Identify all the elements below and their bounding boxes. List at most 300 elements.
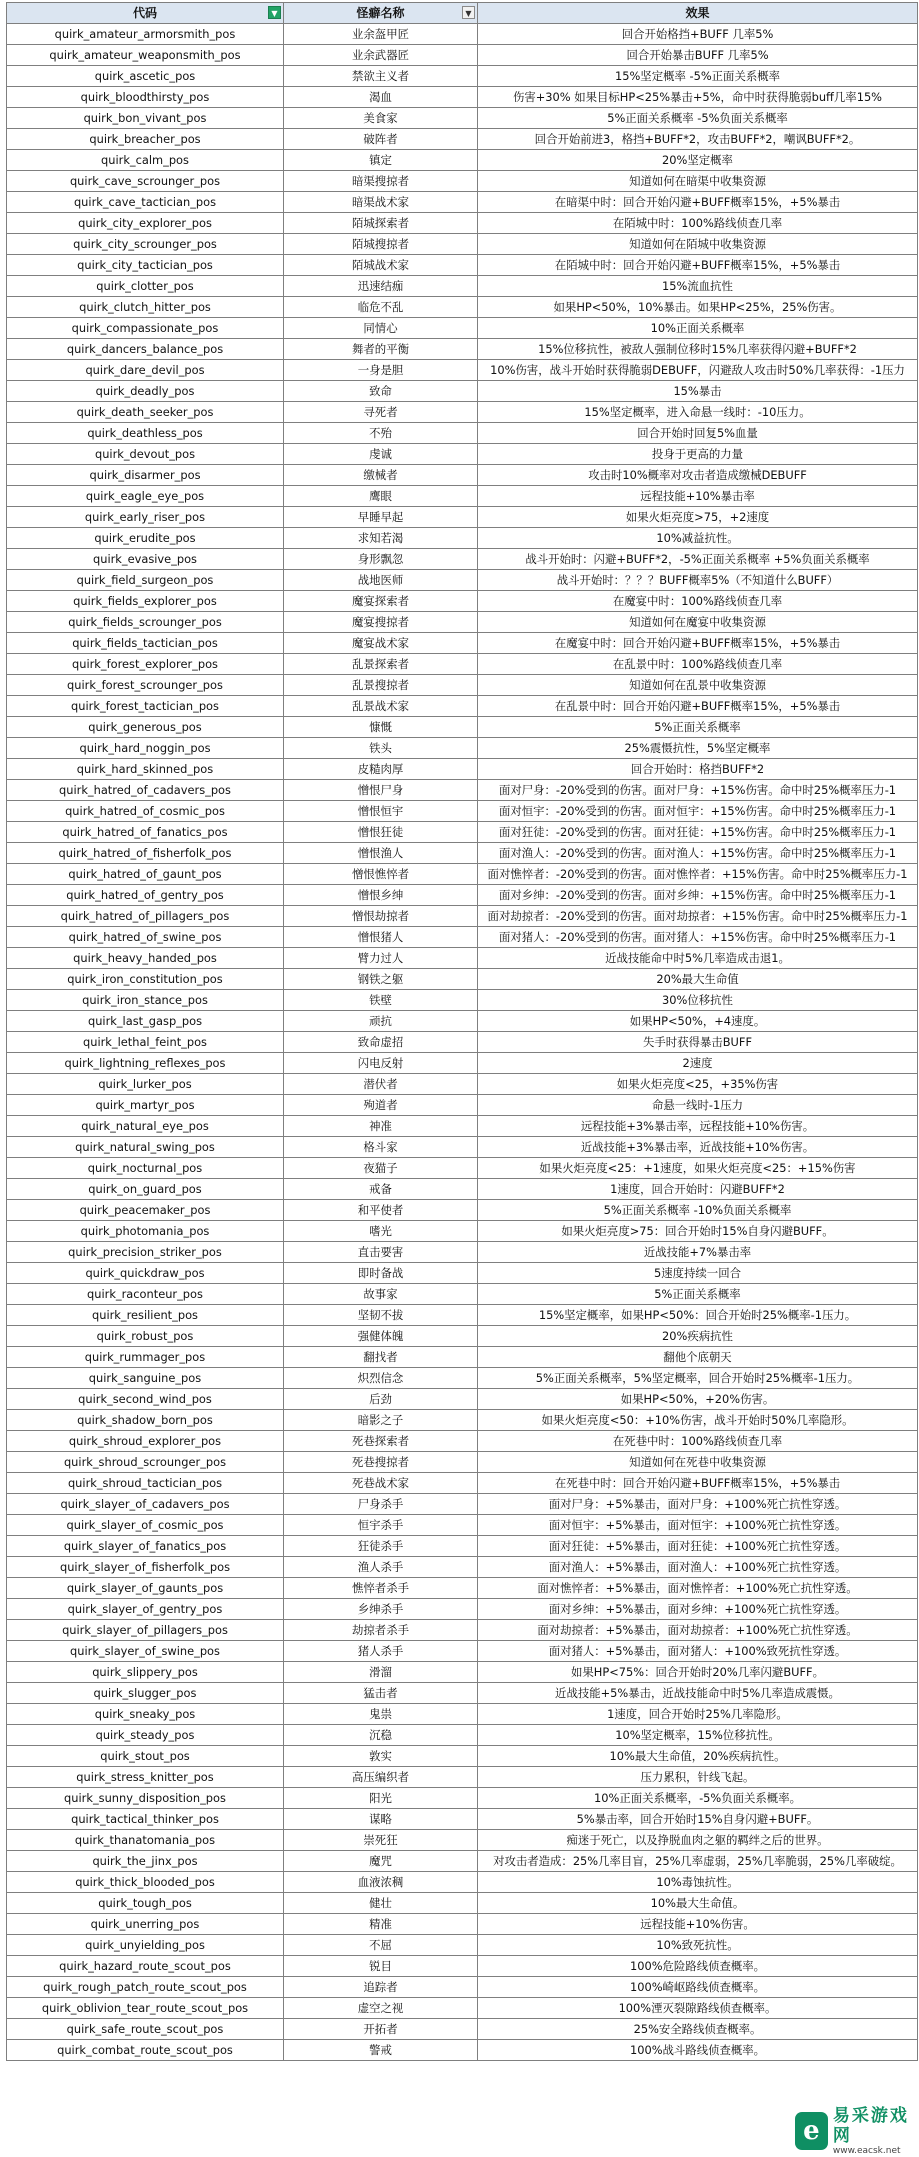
- quirk-code-cell: quirk_on_guard_pos: [7, 1179, 284, 1200]
- quirk-code-cell: quirk_hard_noggin_pos: [7, 738, 284, 759]
- quirk-effect-cell: 在魔宴中时：100%路线侦查几率: [478, 591, 918, 612]
- quirk-name-cell: 憎恨憔悴者: [284, 864, 478, 885]
- quirk-code-cell: quirk_dare_devil_pos: [7, 360, 284, 381]
- quirk-name-cell: 憎恨狂徒: [284, 822, 478, 843]
- quirk-effect-cell: 5%暴击率，回合开始时15%自身闪避+BUFF。: [478, 1809, 918, 1830]
- quirk-name-cell: 陌城战术家: [284, 255, 478, 276]
- quirk-name-cell: 憎恨乡绅: [284, 885, 478, 906]
- table-row: [7, 1158, 918, 1179]
- quirk-effect-cell: 在魔宴中时：回合开始闪避+BUFF概率15%，+5%暴击: [478, 633, 918, 654]
- quirk-effect-cell: 投身于更高的力量: [478, 444, 918, 465]
- table-row: [7, 1242, 918, 1263]
- quirk-code-cell: quirk_resilient_pos: [7, 1305, 284, 1326]
- quirk-effect-cell: 如果火炬亮度<25，+35%伤害: [478, 1074, 918, 1095]
- quirk-code-cell: quirk_ascetic_pos: [7, 66, 284, 87]
- quirk-code-cell: quirk_hatred_of_gentry_pos: [7, 885, 284, 906]
- quirk-effect-cell: 2速度: [478, 1053, 918, 1074]
- quirk-effect-cell: 知道如何在乱景中收集资源: [478, 675, 918, 696]
- quirk-name-cell: 夜猫子: [284, 1158, 478, 1179]
- quirk-code-cell: quirk_cave_tactician_pos: [7, 192, 284, 213]
- quirk-code-cell: quirk_martyr_pos: [7, 1095, 284, 1116]
- quirk-code-cell: quirk_natural_eye_pos: [7, 1116, 284, 1137]
- quirk-name-cell: 暗渠战术家: [284, 192, 478, 213]
- table-row: [7, 1515, 918, 1536]
- quirk-effect-cell: 如果HP<50%，+20%伤害。: [478, 1389, 918, 1410]
- quirk-name-cell: 魔宴探索者: [284, 591, 478, 612]
- quirk-name-cell: 一身是胆: [284, 360, 478, 381]
- quirk-effect-cell: 10%减益抗性。: [478, 528, 918, 549]
- quirk-name-cell: 憎恨恒宇: [284, 801, 478, 822]
- quirk-name-cell: 寻死者: [284, 402, 478, 423]
- quirk-effect-cell: 在乱景中时：回合开始闪避+BUFF概率15%，+5%暴击: [478, 696, 918, 717]
- quirk-name-cell: 致命: [284, 381, 478, 402]
- quirk-effect-cell: 面对猪人：-20%受到的伤害。面对猪人：+15%伤害。命中时25%概率压力-1: [478, 927, 918, 948]
- quirk-name-cell: 血液浓稠: [284, 1872, 478, 1893]
- table-row: [7, 1788, 918, 1809]
- table-row: [7, 360, 918, 381]
- quirk-name-cell: 翻找者: [284, 1347, 478, 1368]
- quirk-effect-cell: 20%疾病抗性: [478, 1326, 918, 1347]
- quirk-effect-cell: 100%崎岖路线侦查概率。: [478, 1977, 918, 1998]
- quirk-name-cell: 憎恨渔人: [284, 843, 478, 864]
- quirk-effect-cell: 在死巷中时：回合开始闪避+BUFF概率15%，+5%暴击: [478, 1473, 918, 1494]
- quirk-code-cell: quirk_city_scrounger_pos: [7, 234, 284, 255]
- quirk-code-cell: quirk_calm_pos: [7, 150, 284, 171]
- quirk-name-cell: 憎恨猪人: [284, 927, 478, 948]
- quirk-name-cell: 陌城探索者: [284, 213, 478, 234]
- quirk-code-cell: quirk_forest_tactician_pos: [7, 696, 284, 717]
- quirk-code-cell: quirk_forest_scrounger_pos: [7, 675, 284, 696]
- table-row: [7, 1263, 918, 1284]
- quirk-name-cell: 陌城搜掠者: [284, 234, 478, 255]
- quirk-effect-cell: 远程技能+10%伤害。: [478, 1914, 918, 1935]
- quirk-effect-cell: 面对憔悴者：+5%暴击，面对憔悴者：+100%死亡抗性穿透。: [478, 1578, 918, 1599]
- quirk-code-cell: quirk_field_surgeon_pos: [7, 570, 284, 591]
- quirk-effect-cell: 10%正面关系概率，-5%负面关系概率。: [478, 1788, 918, 1809]
- table-row: [7, 66, 918, 87]
- quirk-effect-cell: 如果HP<50%，10%暴击。如果HP<25%，25%伤害。: [478, 297, 918, 318]
- quirk-code-cell: quirk_thanatomania_pos: [7, 1830, 284, 1851]
- table-row: [7, 192, 918, 213]
- table-row: [7, 402, 918, 423]
- quirk-code-cell: quirk_hatred_of_swine_pos: [7, 927, 284, 948]
- table-row: [7, 1305, 918, 1326]
- quirk-name-cell: 铁头: [284, 738, 478, 759]
- table-row: [7, 1620, 918, 1641]
- quirk-name-cell: 猪人杀手: [284, 1641, 478, 1662]
- quirk-name-cell: 乡绅杀手: [284, 1599, 478, 1620]
- quirk-name-cell: 业余武器匠: [284, 45, 478, 66]
- table-row: [7, 1998, 918, 2019]
- quirk-code-cell: quirk_natural_swing_pos: [7, 1137, 284, 1158]
- quirk-name-cell: 故事家: [284, 1284, 478, 1305]
- table-row: [7, 591, 918, 612]
- quirk-name-cell: 警戒: [284, 2040, 478, 2061]
- quirk-code-cell: quirk_safe_route_scout_pos: [7, 2019, 284, 2040]
- table-row: [7, 465, 918, 486]
- table-row: [7, 1116, 918, 1137]
- quirk-name-cell: 乱景战术家: [284, 696, 478, 717]
- quirk-name-cell: 舞者的平衡: [284, 339, 478, 360]
- quirk-code-cell: quirk_robust_pos: [7, 1326, 284, 1347]
- quirk-effect-cell: 20%坚定概率: [478, 150, 918, 171]
- quirk-code-cell: quirk_slayer_of_pillagers_pos: [7, 1620, 284, 1641]
- quirk-name-cell: 战地医师: [284, 570, 478, 591]
- quirk-code-cell: quirk_steady_pos: [7, 1725, 284, 1746]
- quirk-code-cell: quirk_last_gasp_pos: [7, 1011, 284, 1032]
- quirk-name-cell: 强健体魄: [284, 1326, 478, 1347]
- header-row: [7, 3, 918, 24]
- quirk-effect-cell: 1速度，回合开始时：闪避BUFF*2: [478, 1179, 918, 1200]
- table-row: [7, 1935, 918, 1956]
- quirk-code-cell: quirk_erudite_pos: [7, 528, 284, 549]
- table-row: [7, 318, 918, 339]
- table-row: [7, 87, 918, 108]
- quirk-name-cell: 沉稳: [284, 1725, 478, 1746]
- quirk-effect-cell: 100%危险路线侦查概率。: [478, 1956, 918, 1977]
- quirk-effect-cell: 20%最大生命值: [478, 969, 918, 990]
- table-row: [7, 1746, 918, 1767]
- quirk-code-cell: quirk_fields_explorer_pos: [7, 591, 284, 612]
- table-row: [7, 1641, 918, 1662]
- quirk-effect-cell: 面对猪人：+5%暴击，面对猪人：+100%致死抗性穿透。: [478, 1641, 918, 1662]
- quirk-code-cell: quirk_oblivion_tear_route_scout_pos: [7, 1998, 284, 2019]
- quirk-effect-cell: 1速度，回合开始时25%几率隐形。: [478, 1704, 918, 1725]
- quirk-name-cell: 乱景探索者: [284, 654, 478, 675]
- quirk-code-cell: quirk_fields_scrounger_pos: [7, 612, 284, 633]
- quirk-effect-cell: 在乱景中时：100%路线侦查几率: [478, 654, 918, 675]
- site-name: 易采游戏网: [832, 2105, 909, 2146]
- quirk-effect-cell: 知道如何在暗渠中收集资源: [478, 171, 918, 192]
- table-row: [7, 1725, 918, 1746]
- quirk-name-cell: 乱景搜掠者: [284, 675, 478, 696]
- quirk-name-cell: 死巷搜掠者: [284, 1452, 478, 1473]
- quirk-name-cell: 身形飘忽: [284, 549, 478, 570]
- quirk-effect-cell: 10%坚定概率，15%位移抗性。: [478, 1725, 918, 1746]
- table-row: [7, 486, 918, 507]
- table-row: [7, 1074, 918, 1095]
- quirk-code-cell: quirk_lightning_reflexes_pos: [7, 1053, 284, 1074]
- quirk-effect-cell: 知道如何在魔宴中收集资源: [478, 612, 918, 633]
- quirk-effect-cell: 5%正面关系概率 -10%负面关系概率: [478, 1200, 918, 1221]
- quirk-code-cell: quirk_sneaky_pos: [7, 1704, 284, 1725]
- quirk-code-cell: quirk_hatred_of_fanatics_pos: [7, 822, 284, 843]
- table-row: [7, 1557, 918, 1578]
- table-row: [7, 948, 918, 969]
- table-row: [7, 1284, 918, 1305]
- quirk-effect-cell: 15%坚定概率 -5%正面关系概率: [478, 66, 918, 87]
- quirk-effect-cell: 100%湮灭裂隙路线侦查概率。: [478, 1998, 918, 2019]
- quirk-effect-cell: 10%伤害，战斗开始时获得脆弱DEBUFF，闪避敌人攻击时50%几率获得：-1压力: [478, 360, 918, 381]
- table-row: [7, 2019, 918, 2040]
- quirk-name-cell: 憎恨劫掠者: [284, 906, 478, 927]
- table-row: [7, 1137, 918, 1158]
- quirk-name-cell: 破阵者: [284, 129, 478, 150]
- quirk-code-cell: quirk_shadow_born_pos: [7, 1410, 284, 1431]
- quirk-table: [6, 2, 918, 2061]
- quirk-code-cell: quirk_rough_patch_route_scout_pos: [7, 1977, 284, 1998]
- quirk-name-cell: 慷慨: [284, 717, 478, 738]
- table-row: [7, 675, 918, 696]
- quirk-effect-cell: 15%坚定概率，进入命悬一线时：-10压力。: [478, 402, 918, 423]
- quirk-name-cell: 临危不乱: [284, 297, 478, 318]
- quirk-name-cell: 直击要害: [284, 1242, 478, 1263]
- quirk-name-cell: 不屈: [284, 1935, 478, 1956]
- quirk-code-cell: quirk_tough_pos: [7, 1893, 284, 1914]
- table-row: [7, 1599, 918, 1620]
- quirk-code-cell: quirk_combat_route_scout_pos: [7, 2040, 284, 2061]
- header-name: 怪癖名称 ▼: [284, 3, 478, 24]
- quirk-code-cell: quirk_raconteur_pos: [7, 1284, 284, 1305]
- table-row: [7, 1326, 918, 1347]
- quirk-effect-cell: 远程技能+10%暴击率: [478, 486, 918, 507]
- quirk-name-cell: 虚空之视: [284, 1998, 478, 2019]
- quirk-code-cell: quirk_amateur_armorsmith_pos: [7, 24, 284, 45]
- table-row: [7, 1956, 918, 1977]
- quirk-effect-cell: 面对狂徒：+5%暴击，面对狂徒：+100%死亡抗性穿透。: [478, 1536, 918, 1557]
- table-row: [7, 1830, 918, 1851]
- table-row: [7, 1095, 918, 1116]
- quirk-code-cell: quirk_cave_scrounger_pos: [7, 171, 284, 192]
- quirk-name-cell: 渔人杀手: [284, 1557, 478, 1578]
- quirk-name-cell: 健壮: [284, 1893, 478, 1914]
- quirk-effect-cell: 近战技能+7%暴击率: [478, 1242, 918, 1263]
- quirk-code-cell: quirk_city_tactician_pos: [7, 255, 284, 276]
- table-row: [7, 1977, 918, 1998]
- table-row: [7, 108, 918, 129]
- quirk-effect-cell: 15%位移抗性，被敌人强制位移时15%几率获得闪避+BUFF*2: [478, 339, 918, 360]
- table-row: [7, 738, 918, 759]
- quirk-code-cell: quirk_peacemaker_pos: [7, 1200, 284, 1221]
- table-row: [7, 2040, 918, 2061]
- quirk-name-cell: 敦实: [284, 1746, 478, 1767]
- table-row: [7, 1662, 918, 1683]
- quirk-effect-cell: 回合开始时：格挡BUFF*2: [478, 759, 918, 780]
- quirk-code-cell: quirk_iron_stance_pos: [7, 990, 284, 1011]
- quirk-name-cell: 不殆: [284, 423, 478, 444]
- quirk-effect-cell: 面对尸身：+5%暴击，面对尸身：+100%死亡抗性穿透。: [478, 1494, 918, 1515]
- quirk-code-cell: quirk_early_riser_pos: [7, 507, 284, 528]
- quirk-code-cell: quirk_slayer_of_fisherfolk_pos: [7, 1557, 284, 1578]
- table-row: [7, 234, 918, 255]
- quirk-code-cell: quirk_slayer_of_gaunts_pos: [7, 1578, 284, 1599]
- table-row: [7, 1578, 918, 1599]
- quirk-effect-cell: 面对乡绅：-20%受到的伤害。面对乡绅：+15%伤害。命中时25%概率压力-1: [478, 885, 918, 906]
- quirk-code-cell: quirk_unerring_pos: [7, 1914, 284, 1935]
- dropdown-arrow-icon[interactable]: ▼: [462, 6, 475, 19]
- quirk-name-cell: 追踪者: [284, 1977, 478, 1998]
- table-row: [7, 171, 918, 192]
- quirk-code-cell: quirk_deathless_pos: [7, 423, 284, 444]
- table-row: [7, 24, 918, 45]
- quirk-name-cell: 即时备战: [284, 1263, 478, 1284]
- quirk-effect-cell: 如果火炬亮度<50：+10%伤害，战斗开始时50%几率隐形。: [478, 1410, 918, 1431]
- table-row: [7, 507, 918, 528]
- table-row: [7, 255, 918, 276]
- quirk-name-cell: 鹰眼: [284, 486, 478, 507]
- table-row: [7, 990, 918, 1011]
- header-code: 代码 ▼: [7, 3, 284, 24]
- quirk-effect-cell: 远程技能+3%暴击率，远程技能+10%伤害。: [478, 1116, 918, 1137]
- quirk-effect-cell: 失手时获得暴击BUFF: [478, 1032, 918, 1053]
- table-row: [7, 528, 918, 549]
- quirk-effect-cell: 如果火炬亮度<25：+1速度，如果火炬亮度<25：+15%伤害: [478, 1158, 918, 1179]
- quirk-effect-cell: 攻击时10%概率对攻击者造成缴械DEBUFF: [478, 465, 918, 486]
- table-row: [7, 759, 918, 780]
- table-row: [7, 612, 918, 633]
- quirk-code-cell: quirk_slayer_of_swine_pos: [7, 1641, 284, 1662]
- quirk-name-cell: 高压编织者: [284, 1767, 478, 1788]
- table-row: [7, 1893, 918, 1914]
- quirk-effect-cell: 10%毒蚀抗性。: [478, 1872, 918, 1893]
- table-row: [7, 213, 918, 234]
- quirk-code-cell: quirk_lurker_pos: [7, 1074, 284, 1095]
- quirk-effect-cell: 25%震慑抗性，5%坚定概率: [478, 738, 918, 759]
- quirk-effect-cell: 面对狂徒：-20%受到的伤害。面对狂徒：+15%伤害。命中时25%概率压力-1: [478, 822, 918, 843]
- quirk-code-cell: quirk_fields_tactician_pos: [7, 633, 284, 654]
- quirk-effect-cell: 回合开始暴击BUFF 几率5%: [478, 45, 918, 66]
- quirk-effect-cell: 15%暴击: [478, 381, 918, 402]
- table-row: [7, 906, 918, 927]
- quirk-name-cell: 嗜光: [284, 1221, 478, 1242]
- table-row: [7, 654, 918, 675]
- quirk-effect-cell: 面对憔悴者：-20%受到的伤害。面对憔悴者：+15%伤害。命中时25%概率压力-1: [478, 864, 918, 885]
- quirk-code-cell: quirk_iron_constitution_pos: [7, 969, 284, 990]
- quirk-name-cell: 锐目: [284, 1956, 478, 1977]
- quirk-code-cell: quirk_quickdraw_pos: [7, 1263, 284, 1284]
- quirk-name-cell: 虔诚: [284, 444, 478, 465]
- table-row: [7, 45, 918, 66]
- quirk-effect-cell: 10%正面关系概率: [478, 318, 918, 339]
- table-row: [7, 1473, 918, 1494]
- quirk-effect-cell: 在死巷中时：100%路线侦查几率: [478, 1431, 918, 1452]
- quirk-effect-cell: 5%正面关系概率: [478, 1284, 918, 1305]
- table-row: [7, 150, 918, 171]
- quirk-effect-cell: 如果火炬亮度>75，+2速度: [478, 507, 918, 528]
- table-row: [7, 1347, 918, 1368]
- quirk-name-cell: 求知若渴: [284, 528, 478, 549]
- quirk-effect-cell: 知道如何在死巷中收集资源: [478, 1452, 918, 1473]
- quirk-code-cell: quirk_deadly_pos: [7, 381, 284, 402]
- quirk-effect-cell: 回合开始时回复5%血量: [478, 423, 918, 444]
- quirk-code-cell: quirk_breacher_pos: [7, 129, 284, 150]
- table-row: [7, 801, 918, 822]
- table-row: [7, 927, 918, 948]
- quirk-effect-cell: 25%安全路线侦查概率。: [478, 2019, 918, 2040]
- quirk-name-cell: 臂力过人: [284, 948, 478, 969]
- quirk-effect-cell: 痴迷于死亡，以及挣脱血肉之躯的羁绊之后的世界。: [478, 1830, 918, 1851]
- quirk-code-cell: quirk_bloodthirsty_pos: [7, 87, 284, 108]
- quirk-code-cell: quirk_stress_knitter_pos: [7, 1767, 284, 1788]
- table-row: [7, 570, 918, 591]
- quirk-code-cell: quirk_disarmer_pos: [7, 465, 284, 486]
- quirk-code-cell: quirk_stout_pos: [7, 1746, 284, 1767]
- quirk-effect-cell: 面对乡绅：+5%暴击，面对乡绅：+100%死亡抗性穿透。: [478, 1599, 918, 1620]
- table-row: [7, 1011, 918, 1032]
- quirk-name-cell: 炽烈信念: [284, 1368, 478, 1389]
- table-row: [7, 1683, 918, 1704]
- quirk-effect-cell: 面对恒宇：-20%受到的伤害。面对恒宇：+15%伤害。命中时25%概率压力-1: [478, 801, 918, 822]
- table-row: [7, 822, 918, 843]
- quirk-effect-cell: 近战技能+5%暴击，近战技能命中时5%几率造成震慑。: [478, 1683, 918, 1704]
- quirk-effect-cell: 面对尸身：-20%受到的伤害。面对尸身：+15%伤害。命中时25%概率压力-1: [478, 780, 918, 801]
- quirk-effect-cell: 如果火炬亮度>75：回合开始时15%自身闪避BUFF。: [478, 1221, 918, 1242]
- quirk-effect-cell: 5%正面关系概率，5%坚定概率，回合开始时25%概率-1压力。: [478, 1368, 918, 1389]
- quirk-code-cell: quirk_dancers_balance_pos: [7, 339, 284, 360]
- quirk-code-cell: quirk_the_jinx_pos: [7, 1851, 284, 1872]
- quirk-effect-cell: 在暗渠中时：回合开始闪避+BUFF概率15%，+5%暴击: [478, 192, 918, 213]
- quirk-effect-cell: 伤害+30% 如果目标HP<25%暴击+5%，命中时获得脆弱buff几率15%: [478, 87, 918, 108]
- quirk-name-cell: 坚韧不拔: [284, 1305, 478, 1326]
- quirk-code-cell: quirk_lethal_feint_pos: [7, 1032, 284, 1053]
- site-url: www.eacsk.net: [832, 2145, 901, 2156]
- quirk-name-cell: 顽抗: [284, 1011, 478, 1032]
- quirk-name-cell: 魔宴搜掠者: [284, 612, 478, 633]
- quirk-name-cell: 业余盔甲匠: [284, 24, 478, 45]
- quirk-name-cell: 魔宴战术家: [284, 633, 478, 654]
- quirk-effect-cell: 面对劫掠者：+5%暴击，面对劫掠者：+100%死亡抗性穿透。: [478, 1620, 918, 1641]
- quirk-code-cell: quirk_hatred_of_cosmic_pos: [7, 801, 284, 822]
- quirk-effect-cell: 5%正面关系概率 -5%负面关系概率: [478, 108, 918, 129]
- quirk-effect-cell: 10%最大生命值。: [478, 1893, 918, 1914]
- quirk-name-cell: 劫掠者杀手: [284, 1620, 478, 1641]
- quirk-code-cell: quirk_tactical_thinker_pos: [7, 1809, 284, 1830]
- quirk-code-cell: quirk_photomania_pos: [7, 1221, 284, 1242]
- quirk-code-cell: quirk_unyielding_pos: [7, 1935, 284, 1956]
- quirk-code-cell: quirk_bon_vivant_pos: [7, 108, 284, 129]
- quirk-code-cell: quirk_shroud_explorer_pos: [7, 1431, 284, 1452]
- table-row: [7, 1536, 918, 1557]
- quirk-effect-cell: 如果HP<75%：回合开始时20%几率闪避BUFF。: [478, 1662, 918, 1683]
- quirk-effect-cell: 5速度持续一回合: [478, 1263, 918, 1284]
- quirk-effect-cell: 如果HP<50%，+4速度。: [478, 1011, 918, 1032]
- table-row: [7, 1767, 918, 1788]
- quirk-code-cell: quirk_slippery_pos: [7, 1662, 284, 1683]
- quirk-name-cell: 暗渠搜掠者: [284, 171, 478, 192]
- quirk-effect-cell: 面对渔人：-20%受到的伤害。面对渔人：+15%伤害。命中时25%概率压力-1: [478, 843, 918, 864]
- quirk-name-cell: 禁欲主义者: [284, 66, 478, 87]
- quirk-code-cell: quirk_amateur_weaponsmith_pos: [7, 45, 284, 66]
- quirk-effect-cell: 翻他个底朝天: [478, 1347, 918, 1368]
- filter-funnel-icon[interactable]: ▼: [268, 6, 281, 19]
- quirk-code-cell: quirk_slayer_of_fanatics_pos: [7, 1536, 284, 1557]
- quirk-name-cell: 渴血: [284, 87, 478, 108]
- quirk-code-cell: quirk_second_wind_pos: [7, 1389, 284, 1410]
- quirk-name-cell: 开拓者: [284, 2019, 478, 2040]
- quirk-code-cell: quirk_sunny_disposition_pos: [7, 1788, 284, 1809]
- quirk-effect-cell: 压力累积，针线飞起。: [478, 1767, 918, 1788]
- quirk-name-cell: 死巷战术家: [284, 1473, 478, 1494]
- table-row: [7, 717, 918, 738]
- table-row: [7, 1410, 918, 1431]
- quirk-code-cell: quirk_evasive_pos: [7, 549, 284, 570]
- quirk-name-cell: 后劲: [284, 1389, 478, 1410]
- quirk-name-cell: 狂徒杀手: [284, 1536, 478, 1557]
- table-row: [7, 1809, 918, 1830]
- quirk-effect-cell: 战斗开始时：闪避+BUFF*2，-5%正面关系概率 +5%负面关系概率: [478, 549, 918, 570]
- quirk-code-cell: quirk_slayer_of_gentry_pos: [7, 1599, 284, 1620]
- table-row: [7, 1914, 918, 1935]
- quirk-code-cell: quirk_hatred_of_pillagers_pos: [7, 906, 284, 927]
- table-row: [7, 1452, 918, 1473]
- quirk-name-cell: 殉道者: [284, 1095, 478, 1116]
- quirk-name-cell: 尸身杀手: [284, 1494, 478, 1515]
- quirk-code-cell: quirk_thick_blooded_pos: [7, 1872, 284, 1893]
- quirk-name-cell: 魔咒: [284, 1851, 478, 1872]
- quirk-name-cell: 早睡早起: [284, 507, 478, 528]
- quirk-effect-cell: 30%位移抗性: [478, 990, 918, 1011]
- table-row: [7, 1221, 918, 1242]
